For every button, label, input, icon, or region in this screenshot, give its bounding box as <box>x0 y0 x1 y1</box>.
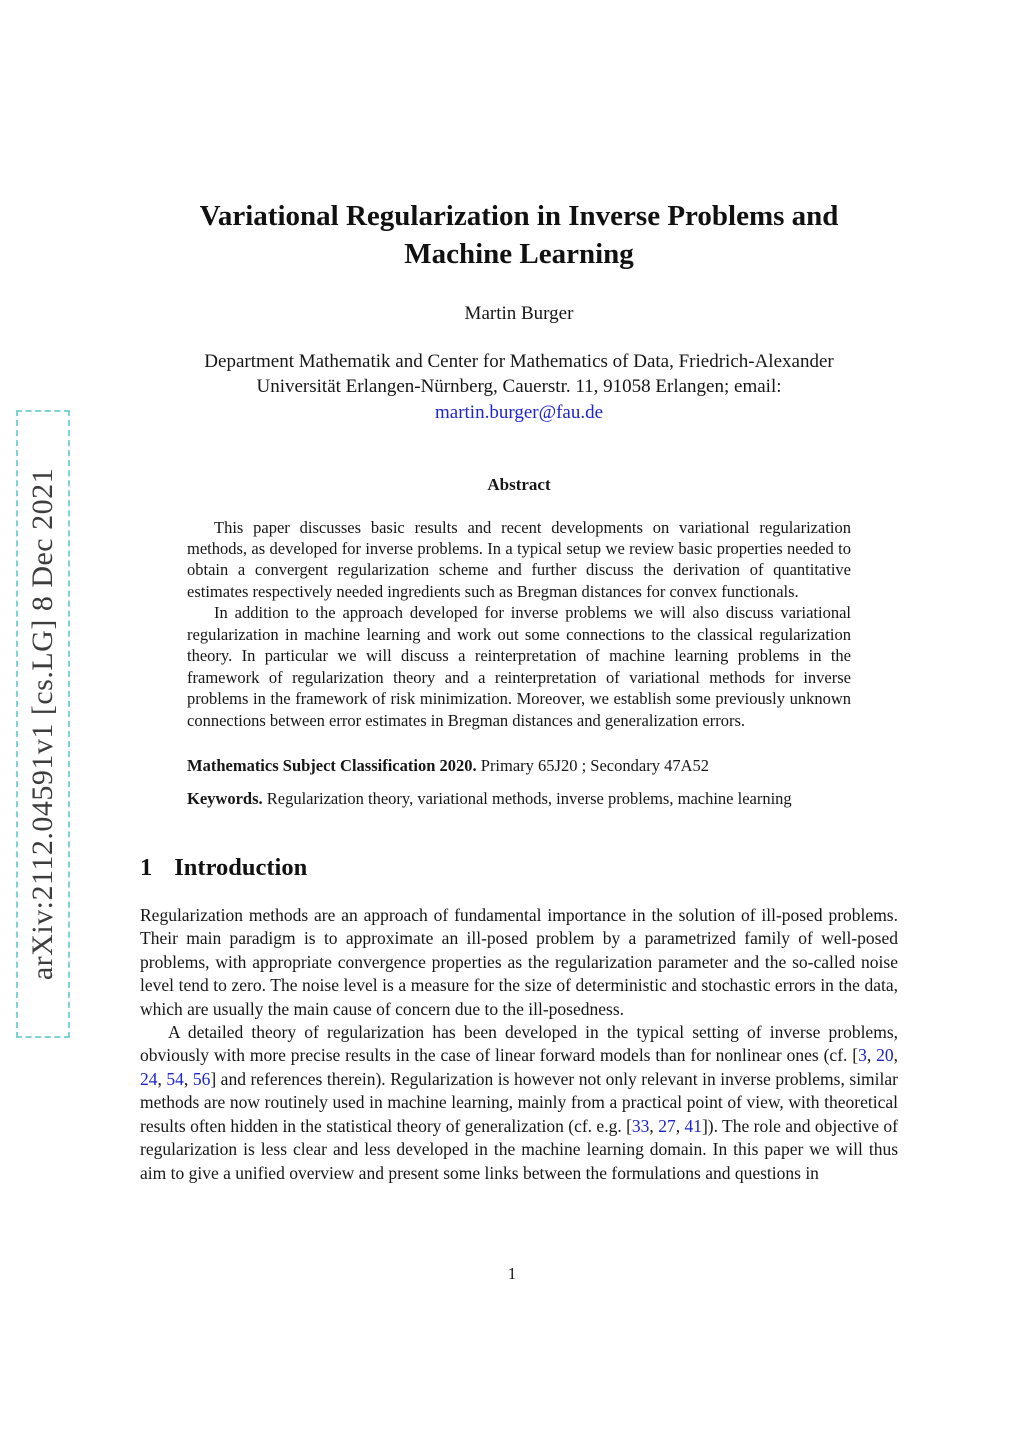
keywords-line <box>187 788 851 809</box>
intro-paragraph-1: Regularization methods are an approach of fundamental importance in the solution of ill-posed problems. Their main paradigm is to approximate an ill-posed problem by a parametrized family of well-posed problems, with appropriate convergence properties as the regularization parameter and the so-called noise level tend to zero. The noise level is a measure for the size of deterministic and stochastic errors in the data, which are usually the main cause of concern due to the ill-posedness. <box>140 904 898 1019</box>
citation-link[interactable]: 3 <box>858 1045 867 1066</box>
keywords-text: Regularization theory, variational methods, inverse problems, machine learning <box>262 789 792 809</box>
section-1-title: Introduction <box>174 853 308 881</box>
paragraph-text: ] and references therein). Regularization is however not only relevant in inverse problems, similar methods are now routinely used in machine learning, mainly from a practical point of view, with theoretical results often hidden in the statistical theory of generalization (cf. e.g. [ <box>140 1068 898 1136</box>
abstract-heading: Abstract <box>487 474 551 494</box>
msc-text: Primary 65J20 ; Secondary 47A52 <box>476 755 709 775</box>
citation-link[interactable]: 24 <box>140 1068 158 1089</box>
section-1-heading <box>140 854 898 882</box>
affiliation <box>140 349 898 424</box>
paper-title <box>140 198 898 273</box>
paragraph-text: , <box>866 1045 877 1066</box>
arxiv-watermark: arXiv:2112.04591v1 [cs.LG] 8 Dec 2021 <box>16 410 70 1038</box>
paragraph-text: , <box>649 1115 659 1136</box>
abstract-section <box>187 475 851 731</box>
paper-title-line1: Variational Regularization in Inverse Problems and <box>199 200 839 232</box>
affiliation-line1: Department Mathematik and Center for Mathematics of Data, Friedrich-Alexander <box>204 351 834 373</box>
author-name: Martin Burger <box>464 303 574 325</box>
paragraph-text: A detailed theory of regularization has been developed in the typical setting of inverse problems, obviously with more precise results in the case of linear forward models than for nonlinear ones (cf. [ <box>140 1022 898 1066</box>
abstract-paragraph-2: In addition to the approach developed for inverse problems we will also discuss variational regularization in machine learning and work out some connections to the classical regularization theory. In particular we will discuss a reinterpretation of machine learning problems in the framework of regularization theory and a reinterpretation of variational methods for inverse problems in the framework of risk minimization. Moreover, we establish some previously unknown connections between error estimates in Bregman distances and generalization errors. <box>187 603 851 730</box>
paper-title-line2: Machine Learning <box>404 237 634 270</box>
paper-content <box>140 198 898 1185</box>
affiliation-line2: Universität Erlangen-Nürnberg, Cauerstr. 11, 91058 Erlangen; email: <box>256 376 782 398</box>
citation-link[interactable]: 54 <box>166 1068 184 1089</box>
citation-link[interactable]: 33 <box>631 1115 650 1136</box>
msc-label: Mathematics Subject Classification 2020. <box>187 755 477 775</box>
keywords-label: Keywords. <box>187 789 263 809</box>
paragraph-text: ]). The role and objective of regularization is less clear and less developed in the machine learning domain. In this paper we will thus aim to give a unified overview and present some links between the formulations and questions in <box>140 1115 899 1183</box>
email-link[interactable]: martin.burger@fau.de <box>434 401 604 423</box>
citation-link[interactable]: 27 <box>658 1115 676 1136</box>
paragraph-text: , <box>183 1068 193 1089</box>
paragraph-text: , <box>675 1115 685 1136</box>
paragraph-text: , <box>157 1068 167 1089</box>
citation-link[interactable]: 20 <box>876 1045 894 1066</box>
page-number: 1 <box>507 1264 517 1283</box>
msc-line <box>187 755 851 776</box>
section-1-number: 1 <box>140 853 153 881</box>
citation-link[interactable]: 41 <box>684 1115 702 1136</box>
paragraph-text: , <box>893 1045 898 1066</box>
abstract-paragraph-1: This paper discusses basic results and recent developments on variational regularization methods, as developed for inverse problems. In a typical setup we review basic properties needed to obtain a convergent regularization scheme and further discuss the derivation of quantitative estimates respectively needed ingredients such as Bregman distances for convex functionals. <box>187 517 851 601</box>
citation-link[interactable]: 56 <box>192 1068 211 1089</box>
intro-paragraph-2 <box>140 1021 898 1185</box>
